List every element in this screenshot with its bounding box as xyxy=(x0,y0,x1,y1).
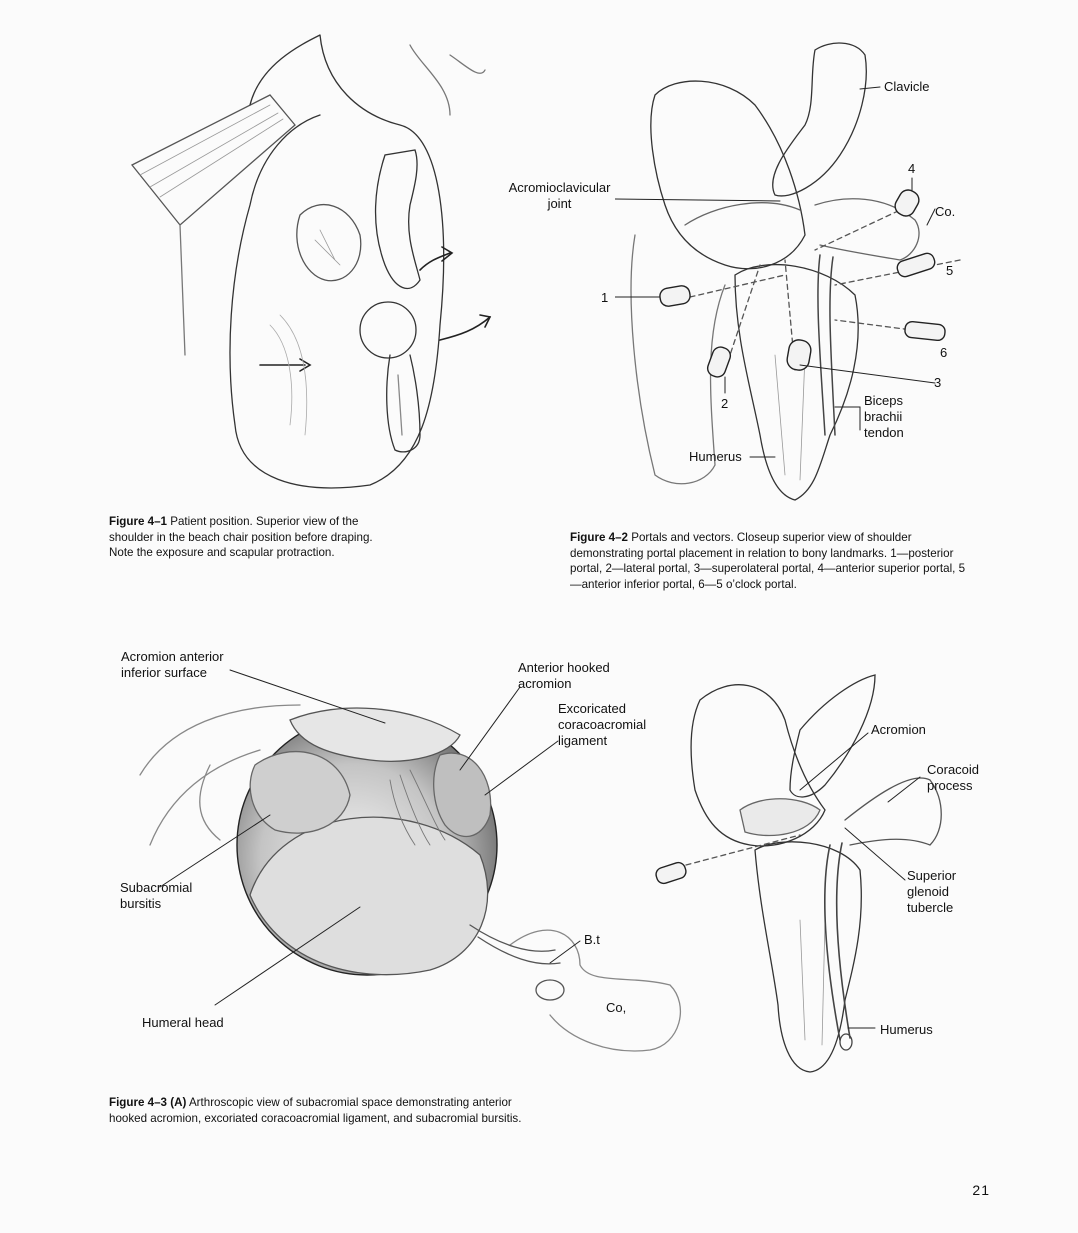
page-number: 21 xyxy=(972,1182,990,1198)
label-acromion-surface-line2: inferior surface xyxy=(121,665,207,680)
caption-label: Figure 4–3 xyxy=(109,1096,167,1109)
label-coracoid-abbrev: Co. xyxy=(935,204,956,219)
figure-4-2-illustration xyxy=(615,35,975,505)
label-biceps-tendon-abbrev: B.t xyxy=(584,932,600,947)
label-humerus-b: Humerus xyxy=(880,1022,933,1037)
label-acromion: Acromion xyxy=(871,722,926,737)
label-excoriated-line2: coracoacromial xyxy=(558,717,647,732)
label-portal-6: 6 xyxy=(940,345,948,360)
label-portal-4: 4 xyxy=(908,161,916,176)
label-portal-3: 3 xyxy=(934,375,942,390)
label-coracoid-abbrev: Co, xyxy=(606,1000,627,1015)
label-bursitis-line2: bursitis xyxy=(120,896,162,911)
label-excoriated-line1: Excoricated xyxy=(558,701,626,716)
caption-figure-4-3 xyxy=(109,1095,529,1126)
label-coracoid-line1: Coracoid xyxy=(927,762,980,777)
label-portal-1: 1 xyxy=(601,290,609,305)
label-ac-joint-line2: joint xyxy=(547,196,572,211)
label-biceps-line1: Biceps xyxy=(864,393,904,408)
label-portal-5: 5 xyxy=(946,263,954,278)
caption-sub-label: (A) xyxy=(170,1096,187,1109)
label-clavicle: Clavicle xyxy=(884,79,930,94)
caption-figure-4-2 xyxy=(570,530,968,592)
label-humerus: Humerus xyxy=(689,449,742,464)
caption-text: Arthroscopic view of subacromial space demonstrating anterior hooked acromion, excoriated coracoacromial ligament, and subacromial bursitis. xyxy=(109,1096,522,1125)
label-ac-joint-line1: Acromioclavicular xyxy=(508,180,611,195)
label-bursitis-line1: Subacromial xyxy=(120,880,193,895)
label-glenoid-line3: tubercle xyxy=(907,900,954,915)
figure-4-1-illustration xyxy=(120,25,520,495)
caption-figure-4-1 xyxy=(109,514,394,561)
label-biceps-line3: tendon xyxy=(864,425,904,440)
label-humeral-head: Humeral head xyxy=(142,1015,224,1030)
label-glenoid-line2: glenoid xyxy=(907,884,949,899)
caption-text: Portals and vectors. Closeup superior view of shoulder demonstrating portal placement in relation to bony landmarks. 1—posterior portal, 2—lateral portal, 3—superolateral portal, 4—anterior superior portal, 5—anterior inferior portal, 6—5 o’clock portal. xyxy=(570,531,966,591)
label-glenoid-line1: Superior xyxy=(907,868,957,883)
label-biceps-line2: brachii xyxy=(864,409,903,424)
caption-text: Patient position. Superior view of the shoulder in the beach chair position before draping. Note the exposure and scapular protraction. xyxy=(109,515,373,559)
label-excoriated-line3: ligament xyxy=(558,733,608,748)
label-portal-2: 2 xyxy=(721,396,729,411)
caption-label: Figure 4–1 xyxy=(109,515,167,528)
label-hooked-line2: acromion xyxy=(518,676,572,691)
label-acromion-surface-line1: Acromion anterior xyxy=(121,649,224,664)
label-coracoid-line2: process xyxy=(927,778,973,793)
caption-label: Figure 4–2 xyxy=(570,531,628,544)
label-hooked-line1: Anterior hooked xyxy=(518,660,610,675)
